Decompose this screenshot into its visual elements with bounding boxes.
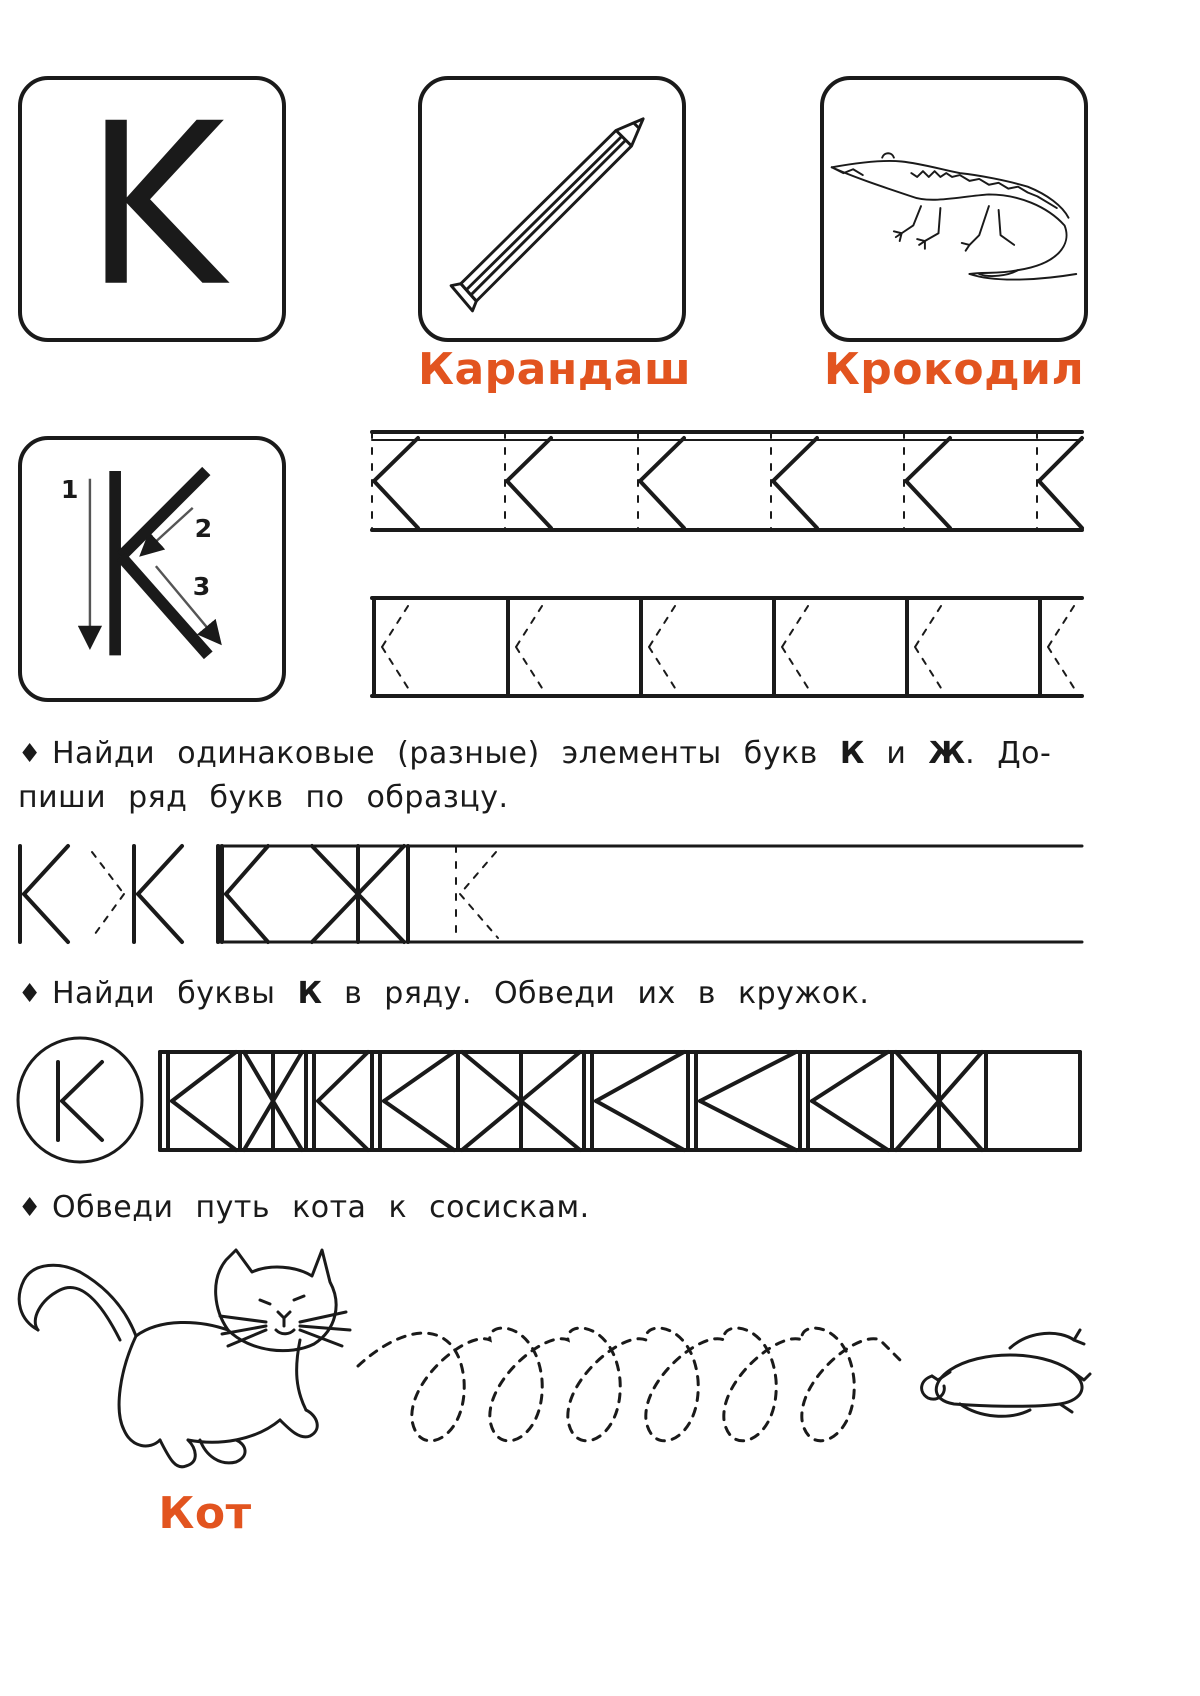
- row2-dashed-leg: [1048, 647, 1074, 688]
- pencil-label: Карандаш: [418, 344, 692, 395]
- row3-dashed-arm: [92, 852, 124, 894]
- row2-dashed-arm: [382, 606, 408, 647]
- row3-dashed-leg2: [460, 894, 498, 938]
- row2-dashed-arm: [782, 606, 808, 647]
- row2-dashed-leg: [649, 647, 675, 688]
- row2-dashed-arm: [516, 606, 542, 647]
- row3-dashed-arm2: [460, 852, 496, 894]
- row1-chevron-bottom: [906, 481, 950, 528]
- row4-k-arm: [812, 1052, 888, 1101]
- row4-circle: [18, 1038, 142, 1162]
- row2-dashed-leg: [915, 647, 941, 688]
- row4-zh-ll: [462, 1101, 521, 1150]
- row2-dashed-arm: [649, 606, 675, 647]
- row1-chevron-top: [906, 438, 950, 481]
- row2-dashed-leg: [382, 647, 408, 688]
- row4-zh-ul: [462, 1052, 521, 1101]
- bullet-diamond-icon: ♦: [18, 979, 42, 1009]
- task-3-instruction: [18, 1186, 1188, 1230]
- row1-chevron-bottom: [640, 481, 684, 528]
- stroke-number-1: 1: [60, 475, 79, 505]
- row3-sample-k-leg: [24, 894, 68, 942]
- row3-zh-ll: [312, 894, 358, 942]
- row4-k-leg: [384, 1101, 454, 1150]
- row4-k-leg: [812, 1101, 888, 1150]
- task-1-text: Найди одинаковые (разные) элементы букв: [52, 736, 840, 771]
- row1-chevron-top: [1039, 438, 1082, 481]
- row2-dashed-leg: [516, 647, 542, 688]
- row4-k-arm: [700, 1052, 796, 1101]
- row4-zh-ur: [273, 1052, 302, 1101]
- row4-k-leg: [172, 1101, 236, 1150]
- row3-k-leg: [138, 894, 182, 942]
- row3-zh-ul: [312, 846, 358, 894]
- row3-zh-ur: [358, 846, 404, 894]
- task-1-letter-zh: Ж: [928, 736, 966, 771]
- row4-k-arm: [318, 1052, 368, 1101]
- stroke-number-3: 3: [192, 572, 211, 602]
- task-1-instruction: [18, 732, 1188, 820]
- bullet-diamond-icon: ♦: [18, 739, 42, 769]
- row4-zh-lr: [939, 1101, 982, 1150]
- row4-circled-k-arm: [62, 1062, 102, 1101]
- task-1-letter-k: К: [839, 736, 865, 771]
- row3-zh-lr: [358, 894, 404, 942]
- row4-zh-ul: [244, 1052, 273, 1101]
- row4-zh-ur: [939, 1052, 982, 1101]
- row3-box-k-leg: [226, 894, 268, 942]
- row2-dashed-arm: [915, 606, 941, 647]
- row2-dashed-leg: [782, 647, 808, 688]
- row4-zh-ur: [521, 1052, 580, 1101]
- row4-k-arm: [172, 1052, 236, 1101]
- row1-chevron-bottom: [374, 481, 418, 528]
- row4-zh-lr: [521, 1101, 580, 1150]
- crocodile-label: Крокодил: [823, 344, 1085, 395]
- row4-k-arm: [384, 1052, 454, 1101]
- row4-k-leg: [596, 1101, 684, 1150]
- row4-k-arm: [596, 1052, 684, 1101]
- task-2-text: Найди буквы: [52, 976, 298, 1011]
- row4-k-leg: [700, 1101, 796, 1150]
- row1-chevron-top: [640, 438, 684, 481]
- bullet-diamond-icon: ♦: [18, 1193, 42, 1223]
- task-2-instruction: [18, 972, 1188, 1016]
- row1-chevron-top: [507, 438, 551, 481]
- cat-path-dashed: [358, 1328, 900, 1441]
- row1-chevron-top: [374, 438, 418, 481]
- row3-k-arm: [138, 846, 182, 894]
- row4-zh-lr: [273, 1101, 302, 1150]
- stroke-number-2: 2: [194, 513, 213, 543]
- row3-dashed-leg: [92, 894, 124, 938]
- row3-box-k-arm: [226, 846, 268, 894]
- row4-zh-ll: [244, 1101, 273, 1150]
- task-1-line-2: пиши ряд букв по образцу.: [18, 780, 509, 815]
- row4-circled-k-leg: [62, 1101, 102, 1140]
- row1-chevron-bottom: [1039, 481, 1082, 528]
- row3-sample-k-arm: [24, 846, 68, 894]
- row2-dashed-arm: [1048, 606, 1074, 647]
- task-1-and: и: [864, 736, 929, 771]
- row1-chevron-top: [773, 438, 817, 481]
- task-2-letter-k: К: [297, 976, 323, 1011]
- row1-chevron-bottom: [507, 481, 551, 528]
- row4-k-leg: [318, 1101, 368, 1150]
- task-1-text-end: . До-: [965, 736, 1052, 771]
- row1-chevron-bottom: [773, 481, 817, 528]
- row4-zh-ul: [896, 1052, 939, 1101]
- task-3-text: Обведи путь кота к сосискам.: [52, 1190, 590, 1225]
- cat-label: Кот: [158, 1488, 252, 1539]
- task-2-text-end: в ряду. Обведи их в кружок.: [322, 976, 870, 1011]
- row4-zh-ll: [896, 1101, 939, 1150]
